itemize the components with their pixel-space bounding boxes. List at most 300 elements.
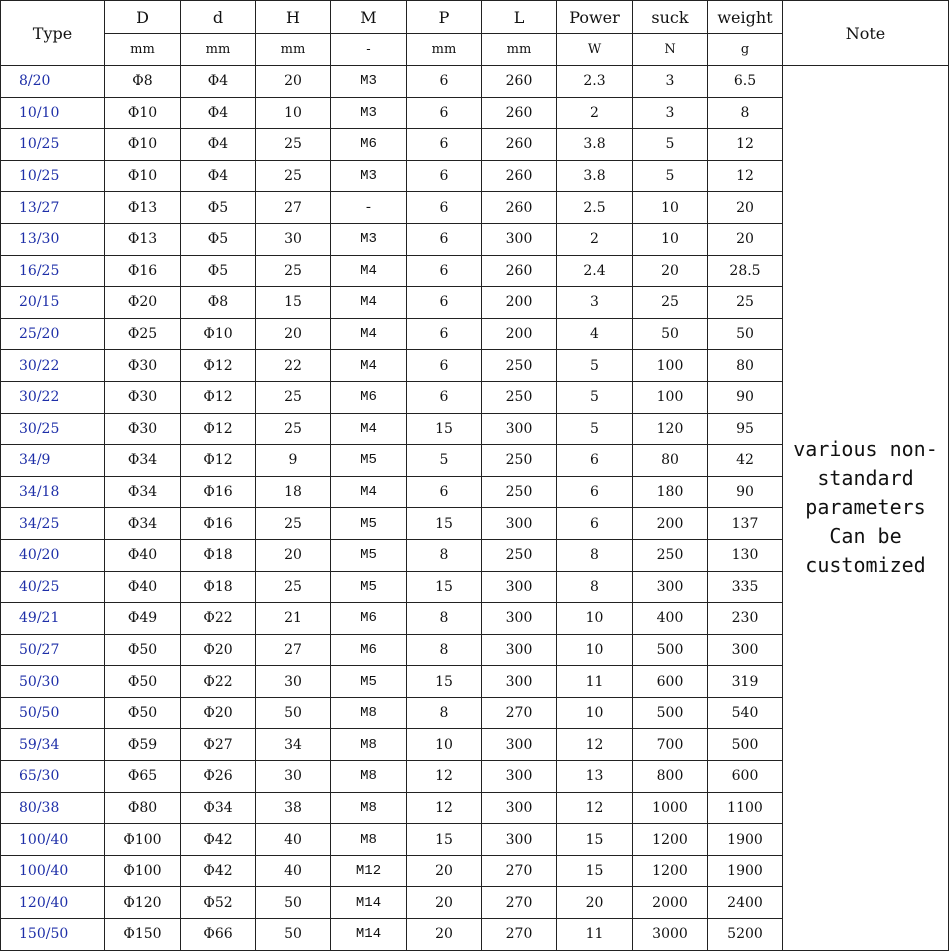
m-cell: M6 (331, 129, 407, 161)
d-outer-cell: Φ10 (105, 97, 181, 129)
d-outer-cell: Φ40 (105, 571, 181, 603)
p-cell: 6 (407, 129, 482, 161)
p-cell: 6 (407, 476, 482, 508)
col-d-inner-unit: mm (181, 34, 256, 66)
type-cell: 25/20 (1, 318, 105, 350)
h-cell: 20 (256, 539, 331, 571)
weight-cell: 90 (708, 381, 783, 413)
h-cell: 50 (256, 919, 331, 951)
type-cell: 10/25 (1, 160, 105, 192)
d-inner-cell: Φ16 (181, 508, 256, 540)
h-cell: 27 (256, 192, 331, 224)
d-inner-cell: Φ5 (181, 192, 256, 224)
type-cell: 65/30 (1, 761, 105, 793)
suck-cell: 1000 (633, 792, 708, 824)
h-cell: 15 (256, 287, 331, 319)
type-cell: 50/27 (1, 634, 105, 666)
weight-cell: 6.5 (708, 66, 783, 98)
h-cell: 20 (256, 66, 331, 98)
l-cell: 300 (482, 223, 557, 255)
m-cell: M8 (331, 792, 407, 824)
type-cell: 50/30 (1, 666, 105, 698)
suck-cell: 5 (633, 129, 708, 161)
type-cell: 40/20 (1, 539, 105, 571)
d-inner-cell: Φ22 (181, 666, 256, 698)
suck-cell: 800 (633, 761, 708, 793)
d-outer-cell: Φ80 (105, 792, 181, 824)
l-cell: 300 (482, 729, 557, 761)
d-inner-cell: Φ20 (181, 697, 256, 729)
suck-cell: 100 (633, 381, 708, 413)
m-cell: M5 (331, 445, 407, 477)
d-outer-cell: Φ100 (105, 855, 181, 887)
h-cell: 40 (256, 824, 331, 856)
col-l-unit: mm (482, 34, 557, 66)
m-cell: M5 (331, 571, 407, 603)
weight-cell: 90 (708, 476, 783, 508)
power-cell: 15 (557, 855, 633, 887)
d-inner-cell: Φ10 (181, 318, 256, 350)
type-cell: 8/20 (1, 66, 105, 98)
p-cell: 6 (407, 255, 482, 287)
d-inner-cell: Φ27 (181, 729, 256, 761)
d-inner-cell: Φ12 (181, 381, 256, 413)
l-cell: 250 (482, 445, 557, 477)
p-cell: 6 (407, 350, 482, 382)
d-outer-cell: Φ10 (105, 160, 181, 192)
l-cell: 250 (482, 350, 557, 382)
d-inner-cell: Φ16 (181, 476, 256, 508)
d-inner-cell: Φ4 (181, 129, 256, 161)
l-cell: 270 (482, 697, 557, 729)
d-inner-cell: Φ8 (181, 287, 256, 319)
type-cell: 10/10 (1, 97, 105, 129)
h-cell: 25 (256, 129, 331, 161)
h-cell: 18 (256, 476, 331, 508)
weight-cell: 335 (708, 571, 783, 603)
weight-cell: 319 (708, 666, 783, 698)
l-cell: 270 (482, 887, 557, 919)
power-cell: 3 (557, 287, 633, 319)
header-row-names (1, 1, 949, 34)
col-m-header: M (331, 1, 407, 34)
suck-cell: 50 (633, 318, 708, 350)
power-cell: 15 (557, 824, 633, 856)
d-inner-cell: Φ18 (181, 571, 256, 603)
p-cell: 8 (407, 539, 482, 571)
col-power-header: Power (557, 1, 633, 34)
m-cell: M14 (331, 919, 407, 951)
power-cell: 6 (557, 476, 633, 508)
d-inner-cell: Φ4 (181, 97, 256, 129)
power-cell: 5 (557, 350, 633, 382)
d-outer-cell: Φ65 (105, 761, 181, 793)
d-inner-cell: Φ5 (181, 255, 256, 287)
d-inner-cell: Φ34 (181, 792, 256, 824)
p-cell: 6 (407, 287, 482, 319)
m-cell: M3 (331, 66, 407, 98)
power-cell: 5 (557, 413, 633, 445)
l-cell: 300 (482, 413, 557, 445)
weight-cell: 50 (708, 318, 783, 350)
power-cell: 6 (557, 445, 633, 477)
suck-cell: 300 (633, 571, 708, 603)
p-cell: 5 (407, 445, 482, 477)
type-cell: 10/25 (1, 129, 105, 161)
d-outer-cell: Φ16 (105, 255, 181, 287)
suck-cell: 3 (633, 66, 708, 98)
d-outer-cell: Φ34 (105, 476, 181, 508)
power-cell: 2 (557, 97, 633, 129)
d-inner-cell: Φ12 (181, 350, 256, 382)
power-cell: 2 (557, 223, 633, 255)
power-cell: 10 (557, 634, 633, 666)
p-cell: 6 (407, 66, 482, 98)
suck-cell: 2000 (633, 887, 708, 919)
l-cell: 300 (482, 603, 557, 635)
m-cell: M4 (331, 318, 407, 350)
type-cell: 40/25 (1, 571, 105, 603)
d-inner-cell: Φ5 (181, 223, 256, 255)
power-cell: 10 (557, 603, 633, 635)
m-cell: M8 (331, 729, 407, 761)
p-cell: 8 (407, 603, 482, 635)
m-cell: M4 (331, 476, 407, 508)
weight-cell: 540 (708, 697, 783, 729)
m-cell: M5 (331, 508, 407, 540)
d-inner-cell: Φ42 (181, 855, 256, 887)
power-cell: 11 (557, 919, 633, 951)
l-cell: 300 (482, 571, 557, 603)
l-cell: 260 (482, 160, 557, 192)
p-cell: 20 (407, 887, 482, 919)
col-m-unit: - (331, 34, 407, 66)
d-outer-cell: Φ34 (105, 508, 181, 540)
power-cell: 20 (557, 887, 633, 919)
suck-cell: 10 (633, 223, 708, 255)
suck-cell: 100 (633, 350, 708, 382)
d-outer-cell: Φ20 (105, 287, 181, 319)
power-cell: 8 (557, 539, 633, 571)
weight-cell: 1900 (708, 824, 783, 856)
p-cell: 6 (407, 97, 482, 129)
suck-cell: 600 (633, 666, 708, 698)
weight-cell: 230 (708, 603, 783, 635)
d-outer-cell: Φ30 (105, 413, 181, 445)
l-cell: 250 (482, 381, 557, 413)
suck-cell: 700 (633, 729, 708, 761)
suck-cell: 5 (633, 160, 708, 192)
h-cell: 22 (256, 350, 331, 382)
d-outer-cell: Φ120 (105, 887, 181, 919)
suck-cell: 1200 (633, 855, 708, 887)
p-cell: 20 (407, 855, 482, 887)
d-outer-cell: Φ50 (105, 697, 181, 729)
type-cell: 80/38 (1, 792, 105, 824)
m-cell: M4 (331, 413, 407, 445)
m-cell: M3 (331, 160, 407, 192)
h-cell: 30 (256, 761, 331, 793)
p-cell: 15 (407, 571, 482, 603)
power-cell: 2.4 (557, 255, 633, 287)
l-cell: 300 (482, 792, 557, 824)
d-inner-cell: Φ4 (181, 66, 256, 98)
type-cell: 100/40 (1, 855, 105, 887)
d-outer-cell: Φ49 (105, 603, 181, 635)
h-cell: 40 (256, 855, 331, 887)
m-cell: M3 (331, 97, 407, 129)
power-cell: 11 (557, 666, 633, 698)
d-inner-cell: Φ12 (181, 445, 256, 477)
col-d-outer-header: D (105, 1, 181, 34)
power-cell: 6 (557, 508, 633, 540)
m-cell: M8 (331, 761, 407, 793)
m-cell: M4 (331, 350, 407, 382)
type-cell: 49/21 (1, 603, 105, 635)
weight-cell: 20 (708, 223, 783, 255)
weight-cell: 8 (708, 97, 783, 129)
m-cell: M5 (331, 666, 407, 698)
power-cell: 3.8 (557, 160, 633, 192)
p-cell: 12 (407, 792, 482, 824)
weight-cell: 1100 (708, 792, 783, 824)
h-cell: 25 (256, 160, 331, 192)
power-cell: 2.3 (557, 66, 633, 98)
p-cell: 10 (407, 729, 482, 761)
col-d-outer-unit: mm (105, 34, 181, 66)
col-suck-unit: N (633, 34, 708, 66)
weight-cell: 600 (708, 761, 783, 793)
h-cell: 25 (256, 571, 331, 603)
weight-cell: 12 (708, 160, 783, 192)
m-cell: M12 (331, 855, 407, 887)
l-cell: 250 (482, 476, 557, 508)
l-cell: 250 (482, 539, 557, 571)
d-outer-cell: Φ10 (105, 129, 181, 161)
h-cell: 25 (256, 381, 331, 413)
power-cell: 5 (557, 381, 633, 413)
table-body (1, 66, 949, 951)
h-cell: 34 (256, 729, 331, 761)
col-p-header: P (407, 1, 482, 34)
type-cell: 20/15 (1, 287, 105, 319)
suck-cell: 80 (633, 445, 708, 477)
suck-cell: 400 (633, 603, 708, 635)
weight-cell: 28.5 (708, 255, 783, 287)
p-cell: 6 (407, 223, 482, 255)
type-cell: 59/34 (1, 729, 105, 761)
p-cell: 8 (407, 697, 482, 729)
type-cell: 50/50 (1, 697, 105, 729)
col-suck-header: suck (633, 1, 708, 34)
d-outer-cell: Φ40 (105, 539, 181, 571)
power-cell: 4 (557, 318, 633, 350)
type-cell: 30/22 (1, 381, 105, 413)
power-cell: 10 (557, 697, 633, 729)
l-cell: 300 (482, 824, 557, 856)
p-cell: 15 (407, 824, 482, 856)
d-outer-cell: Φ30 (105, 381, 181, 413)
col-l-header: L (482, 1, 557, 34)
suck-cell: 3000 (633, 919, 708, 951)
h-cell: 9 (256, 445, 331, 477)
suck-cell: 3 (633, 97, 708, 129)
weight-cell: 2400 (708, 887, 783, 919)
m-cell: M6 (331, 381, 407, 413)
h-cell: 50 (256, 697, 331, 729)
d-outer-cell: Φ50 (105, 634, 181, 666)
h-cell: 50 (256, 887, 331, 919)
l-cell: 300 (482, 666, 557, 698)
h-cell: 25 (256, 508, 331, 540)
d-outer-cell: Φ13 (105, 223, 181, 255)
suck-cell: 200 (633, 508, 708, 540)
l-cell: 260 (482, 66, 557, 98)
d-inner-cell: Φ26 (181, 761, 256, 793)
m-cell: - (331, 192, 407, 224)
d-inner-cell: Φ20 (181, 634, 256, 666)
weight-cell: 130 (708, 539, 783, 571)
weight-cell: 300 (708, 634, 783, 666)
p-cell: 6 (407, 381, 482, 413)
suck-cell: 20 (633, 255, 708, 287)
d-inner-cell: Φ66 (181, 919, 256, 951)
d-inner-cell: Φ42 (181, 824, 256, 856)
m-cell: M8 (331, 824, 407, 856)
m-cell: M6 (331, 603, 407, 635)
power-cell: 12 (557, 729, 633, 761)
l-cell: 300 (482, 508, 557, 540)
type-cell: 16/25 (1, 255, 105, 287)
weight-cell: 5200 (708, 919, 783, 951)
col-h-unit: mm (256, 34, 331, 66)
type-cell: 30/25 (1, 413, 105, 445)
p-cell: 6 (407, 192, 482, 224)
m-cell: M8 (331, 697, 407, 729)
d-outer-cell: Φ8 (105, 66, 181, 98)
m-cell: M6 (331, 634, 407, 666)
suck-cell: 25 (633, 287, 708, 319)
type-cell: 13/27 (1, 192, 105, 224)
h-cell: 20 (256, 318, 331, 350)
power-cell: 2.5 (557, 192, 633, 224)
power-cell: 3.8 (557, 129, 633, 161)
power-cell: 8 (557, 571, 633, 603)
l-cell: 260 (482, 255, 557, 287)
suck-cell: 500 (633, 697, 708, 729)
weight-cell: 500 (708, 729, 783, 761)
h-cell: 27 (256, 634, 331, 666)
weight-cell: 12 (708, 129, 783, 161)
col-d-inner-header: d (181, 1, 256, 34)
weight-cell: 42 (708, 445, 783, 477)
p-cell: 15 (407, 413, 482, 445)
l-cell: 260 (482, 97, 557, 129)
m-cell: M3 (331, 223, 407, 255)
weight-cell: 80 (708, 350, 783, 382)
d-outer-cell: Φ34 (105, 445, 181, 477)
p-cell: 12 (407, 761, 482, 793)
col-weight-unit: g (708, 34, 783, 66)
p-cell: 8 (407, 634, 482, 666)
type-header: Type (1, 1, 105, 66)
d-outer-cell: Φ150 (105, 919, 181, 951)
m-cell: M4 (331, 255, 407, 287)
weight-cell: 137 (708, 508, 783, 540)
col-power-unit: W (557, 34, 633, 66)
suck-cell: 1200 (633, 824, 708, 856)
d-inner-cell: Φ12 (181, 413, 256, 445)
p-cell: 6 (407, 318, 482, 350)
m-cell: M14 (331, 887, 407, 919)
l-cell: 270 (482, 919, 557, 951)
d-inner-cell: Φ4 (181, 160, 256, 192)
type-cell: 34/18 (1, 476, 105, 508)
note-cell: various non-standard parameters Can be customized (783, 66, 949, 951)
d-inner-cell: Φ22 (181, 603, 256, 635)
p-cell: 6 (407, 160, 482, 192)
l-cell: 200 (482, 318, 557, 350)
type-cell: 150/50 (1, 919, 105, 951)
d-inner-cell: Φ52 (181, 887, 256, 919)
d-outer-cell: Φ30 (105, 350, 181, 382)
h-cell: 10 (256, 97, 331, 129)
weight-cell: 25 (708, 287, 783, 319)
m-cell: M5 (331, 539, 407, 571)
weight-cell: 1900 (708, 855, 783, 887)
d-outer-cell: Φ25 (105, 318, 181, 350)
d-outer-cell: Φ59 (105, 729, 181, 761)
note-header: Note (783, 1, 949, 66)
d-outer-cell: Φ100 (105, 824, 181, 856)
suck-cell: 10 (633, 192, 708, 224)
power-cell: 13 (557, 761, 633, 793)
h-cell: 25 (256, 255, 331, 287)
type-cell: 120/40 (1, 887, 105, 919)
l-cell: 260 (482, 192, 557, 224)
suck-cell: 500 (633, 634, 708, 666)
p-cell: 15 (407, 508, 482, 540)
type-cell: 13/30 (1, 223, 105, 255)
col-p-unit: mm (407, 34, 482, 66)
weight-cell: 20 (708, 192, 783, 224)
h-cell: 21 (256, 603, 331, 635)
d-outer-cell: Φ13 (105, 192, 181, 224)
col-weight-header: weight (708, 1, 783, 34)
type-cell: 34/25 (1, 508, 105, 540)
power-cell: 12 (557, 792, 633, 824)
suck-cell: 120 (633, 413, 708, 445)
l-cell: 270 (482, 855, 557, 887)
p-cell: 15 (407, 666, 482, 698)
table-header (1, 1, 949, 66)
l-cell: 260 (482, 129, 557, 161)
type-cell: 34/9 (1, 445, 105, 477)
type-cell: 30/22 (1, 350, 105, 382)
type-cell: 100/40 (1, 824, 105, 856)
suck-cell: 180 (633, 476, 708, 508)
l-cell: 200 (482, 287, 557, 319)
l-cell: 300 (482, 761, 557, 793)
h-cell: 25 (256, 413, 331, 445)
h-cell: 30 (256, 223, 331, 255)
table-row (1, 66, 949, 98)
m-cell: M4 (331, 287, 407, 319)
l-cell: 300 (482, 634, 557, 666)
weight-cell: 95 (708, 413, 783, 445)
suck-cell: 250 (633, 539, 708, 571)
h-cell: 38 (256, 792, 331, 824)
